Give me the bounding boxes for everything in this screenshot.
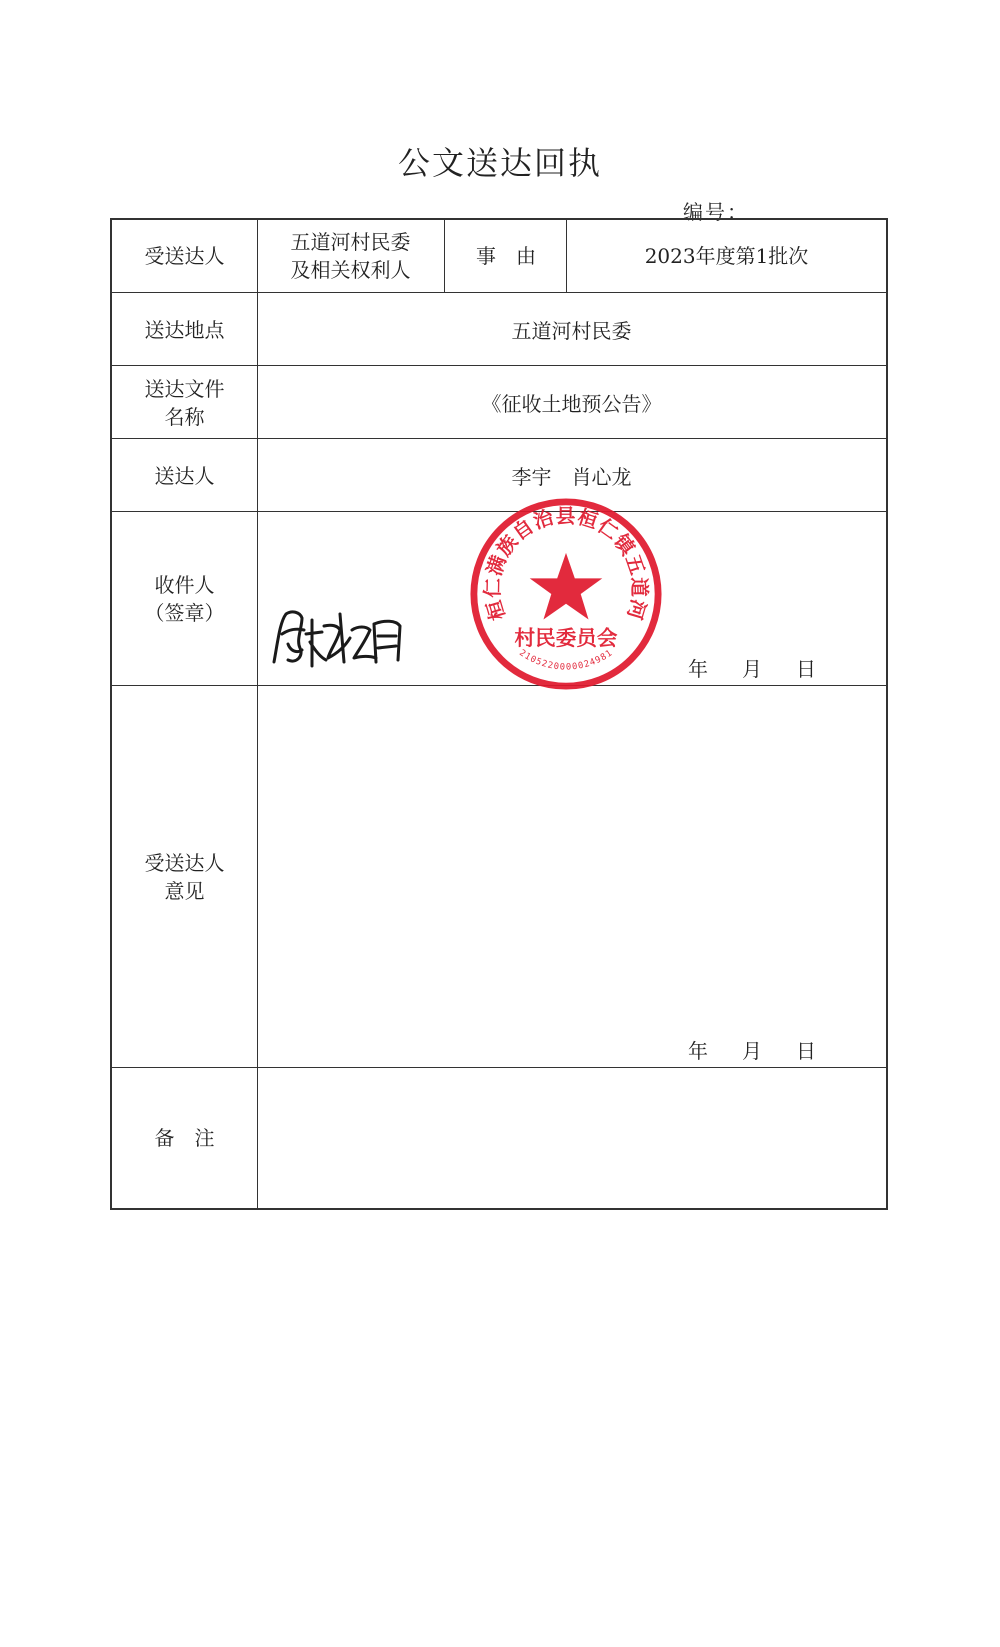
recipient-value [257, 220, 444, 292]
receiver-date-month: 月 [742, 657, 762, 681]
page-title: 公文送达回执 [397, 144, 602, 182]
svg-text:2105220000024981 [517, 648, 615, 673]
receiver-date [688, 653, 816, 682]
label-remarks: 备 注 [112, 1068, 258, 1208]
reason-value: 2023年度第1批次 [566, 220, 886, 292]
label-deliverer: 送达人 [112, 439, 258, 512]
seal-center-text: 村民委员会 [514, 625, 618, 650]
recipient-value-line1: 五道河村民委 [290, 230, 411, 254]
receiver-date-day: 日 [796, 657, 816, 681]
label-opinion-line1: 受送达人 [144, 851, 225, 875]
opinion-date [688, 1035, 816, 1064]
label-receiver-line2: （签章） [144, 601, 225, 625]
location-value: 五道河村民委 [511, 319, 632, 343]
label-receiver [112, 512, 258, 686]
label-location: 送达地点 [112, 293, 258, 366]
deliverer-value: 李宇 肖心龙 [511, 465, 632, 489]
label-opinion-line2: 意见 [164, 879, 205, 903]
receiver-date-year: 年 [688, 657, 708, 681]
document-name-value: 《征收土地预公告》 [481, 392, 662, 416]
official-seal [468, 496, 664, 692]
label-opinion [112, 686, 258, 1068]
label-document-name-line2: 名称 [164, 404, 205, 429]
seal-star-icon [530, 553, 603, 620]
seal-code-text: 2105220000024981 [517, 648, 615, 673]
label-document-name [112, 366, 258, 439]
row-document-name [112, 365, 886, 439]
remarks-value [257, 1068, 886, 1208]
recipient-value-line2: 及相关权利人 [290, 258, 411, 282]
handwritten-signature [266, 600, 416, 676]
row-remarks [112, 1067, 886, 1208]
reason-label-text: 事 由 [476, 244, 536, 268]
label-document-name-line1: 送达文件 [144, 376, 225, 401]
label-recipient: 受送达人 [112, 220, 258, 292]
seal-arc-text: 桓仁满族自治县桓仁镇五道河 [481, 504, 651, 623]
opinion-date-year: 年 [688, 1039, 708, 1063]
row-opinion [112, 685, 886, 1068]
row-recipient [112, 220, 886, 292]
receipt-form-table [110, 218, 888, 1210]
label-reason [444, 220, 567, 292]
label-receiver-line1: 收件人 [154, 573, 215, 597]
opinion-date-day: 日 [796, 1039, 816, 1063]
row-location [112, 292, 886, 366]
opinion-date-month: 月 [742, 1039, 762, 1063]
serial-number-label: 编号： [683, 200, 749, 224]
